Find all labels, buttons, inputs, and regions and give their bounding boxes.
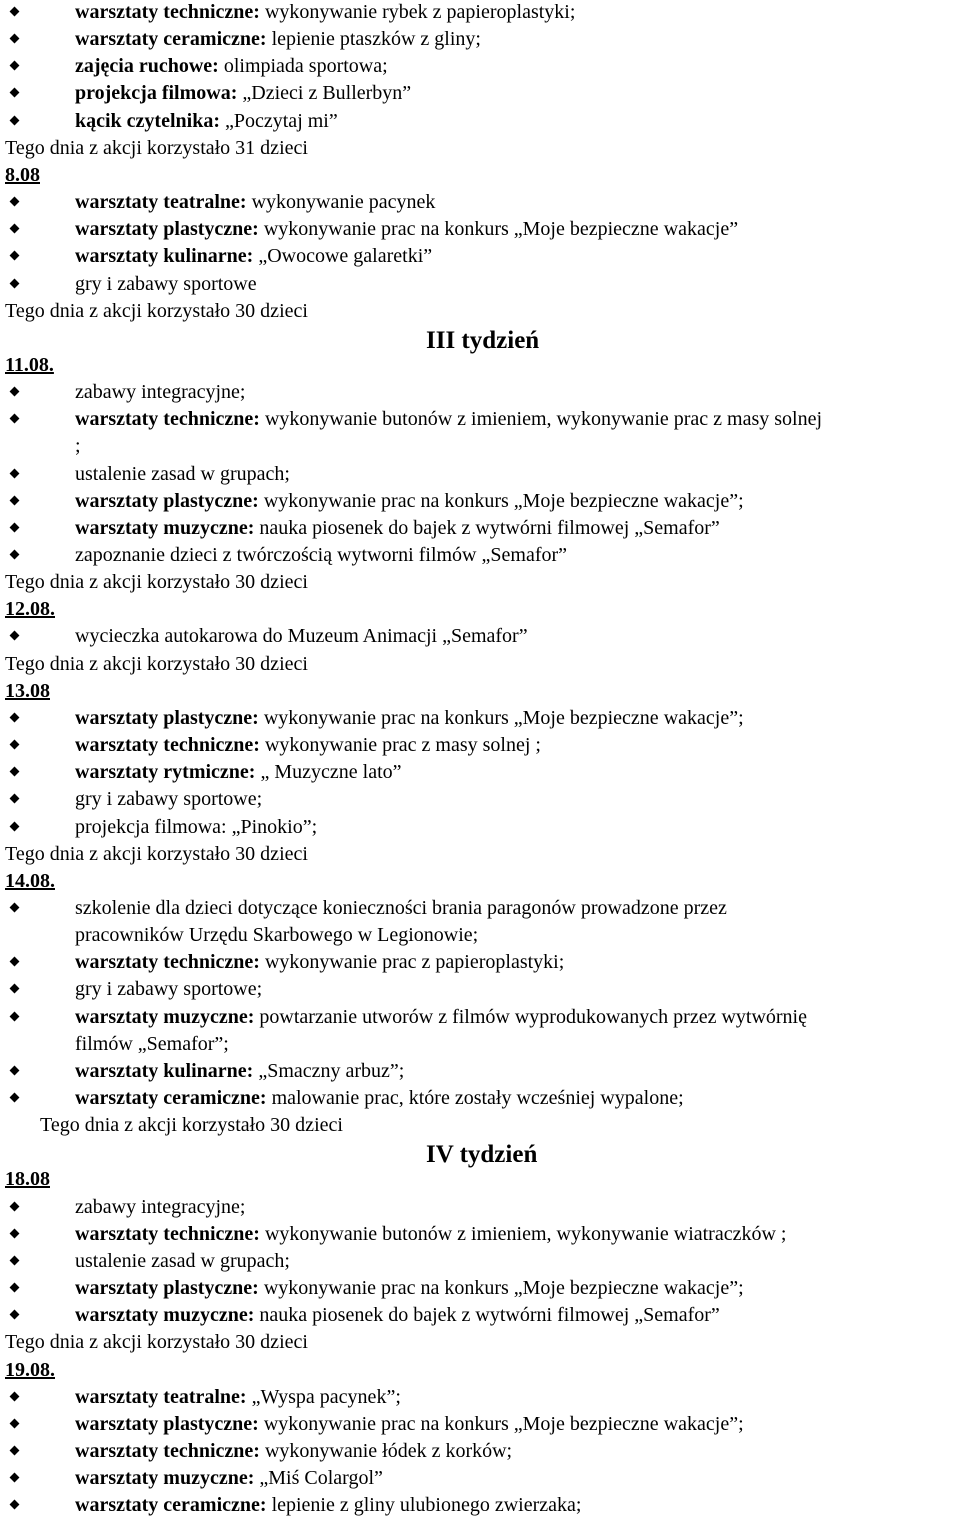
bullet-item bbox=[0, 732, 960, 759]
date-label: 13.08 bbox=[5, 679, 50, 702]
attendance-text: Tego dnia z akcji korzystało 30 dzieci bbox=[5, 299, 308, 322]
date-heading bbox=[0, 162, 960, 189]
item-category: warsztaty techniczne: bbox=[75, 951, 260, 974]
bullet-item bbox=[0, 1085, 960, 1112]
item-text bbox=[75, 949, 564, 976]
item-text bbox=[75, 1302, 720, 1329]
diamond-bullet-icon bbox=[8, 216, 22, 243]
week-label: IV tydzień bbox=[426, 1141, 538, 1169]
attendance-line bbox=[0, 298, 960, 325]
item-category: warsztaty plastyczne: bbox=[75, 1412, 259, 1435]
item-text bbox=[75, 406, 822, 433]
date-heading bbox=[0, 596, 960, 623]
item-text bbox=[75, 216, 738, 243]
attendance-line bbox=[0, 569, 960, 596]
item-category: warsztaty ceramiczne: bbox=[75, 1087, 267, 1109]
diamond-bullet-icon bbox=[8, 379, 22, 406]
attendance-line bbox=[0, 651, 960, 678]
item-text bbox=[75, 1248, 290, 1275]
date-heading bbox=[0, 678, 960, 705]
bullet-item bbox=[0, 216, 960, 243]
item-text bbox=[75, 786, 262, 813]
item-category: warsztaty techniczne: bbox=[75, 1439, 260, 1462]
bullet-item bbox=[0, 895, 960, 922]
bullet-item bbox=[0, 814, 960, 841]
item-description: lepienie ptaszków z gliny; bbox=[266, 28, 481, 51]
item-category: warsztaty kulinarne: bbox=[75, 245, 254, 268]
item-text bbox=[75, 1438, 512, 1465]
diamond-bullet-icon bbox=[8, 542, 22, 569]
item-category: warsztaty muzyczne: bbox=[75, 1304, 255, 1327]
diamond-bullet-icon bbox=[8, 1221, 22, 1248]
item-description: zabawy integracyjne; bbox=[75, 381, 246, 404]
bullet-item bbox=[0, 1492, 960, 1519]
diamond-bullet-icon bbox=[8, 976, 22, 1003]
date-label: 19.08. bbox=[5, 1358, 55, 1381]
diamond-bullet-icon bbox=[8, 53, 22, 80]
bullet-item bbox=[0, 406, 960, 433]
diamond-bullet-icon bbox=[8, 1411, 22, 1438]
item-description: „Miś Colargol” bbox=[254, 1467, 383, 1490]
diamond-bullet-icon bbox=[8, 515, 22, 542]
diamond-bullet-icon bbox=[8, 189, 22, 216]
bullet-item bbox=[0, 1302, 960, 1329]
date-heading bbox=[0, 1166, 960, 1193]
attendance-text: Tego dnia z akcji korzystało 30 dzieci bbox=[5, 1331, 308, 1354]
item-text bbox=[75, 271, 257, 298]
item-description: malowanie prac, które zostały wcześniej wypalone; bbox=[266, 1087, 684, 1109]
bullet-item bbox=[0, 488, 960, 515]
diamond-bullet-icon bbox=[8, 1004, 22, 1031]
item-text bbox=[75, 488, 744, 515]
attendance-text: Tego dnia z akcji korzystało 31 dzieci bbox=[5, 136, 308, 159]
item-category: warsztaty techniczne: bbox=[75, 734, 260, 757]
item-text bbox=[75, 814, 317, 841]
item-description: „Wyspa pacynek”; bbox=[246, 1385, 401, 1408]
bullet-item bbox=[0, 949, 960, 976]
week-label: III tydzień bbox=[426, 326, 540, 354]
item-text bbox=[75, 895, 727, 922]
item-text bbox=[75, 26, 481, 53]
item-description: wykonywanie butonów z imieniem, wykonywanie prac z masy solnej bbox=[259, 408, 823, 431]
item-description: ustalenie zasad w grupach; bbox=[75, 462, 290, 485]
bullet-item bbox=[0, 1058, 960, 1085]
item-continuation bbox=[0, 1031, 960, 1058]
item-description: „Owocowe galaretki” bbox=[253, 245, 433, 268]
bullet-item bbox=[0, 1411, 960, 1438]
attendance-text: Tego dnia z akcji korzystało 30 dzieci bbox=[5, 842, 308, 865]
bullet-item bbox=[0, 243, 960, 270]
item-description: „Smaczny arbuz”; bbox=[253, 1059, 405, 1082]
item-category: warsztaty plastyczne: bbox=[75, 1277, 259, 1300]
item-text bbox=[75, 1004, 807, 1031]
item-text bbox=[75, 976, 262, 1003]
diamond-bullet-icon bbox=[8, 461, 22, 488]
attendance-line bbox=[0, 135, 960, 162]
diamond-bullet-icon bbox=[8, 1248, 22, 1275]
bullet-item bbox=[0, 515, 960, 542]
item-description: nauka piosenek do bajek z wytwórni filmowej „Semafor” bbox=[254, 1304, 720, 1327]
bullet-item bbox=[0, 1275, 960, 1302]
bullet-item bbox=[0, 1004, 960, 1031]
bullet-item bbox=[0, 26, 960, 53]
date-heading bbox=[0, 352, 960, 379]
attendance-line bbox=[0, 841, 960, 868]
diamond-bullet-icon bbox=[8, 814, 22, 841]
diamond-bullet-icon bbox=[8, 1085, 22, 1112]
item-text bbox=[75, 1465, 383, 1492]
item-description: wykonywanie pacynek bbox=[246, 191, 436, 214]
continuation-text: ; bbox=[75, 435, 81, 458]
item-description: szkolenie dla dzieci dotyczące konieczności brania paragonów prowadzone przez bbox=[75, 896, 727, 919]
item-description: wykonywanie rybek z papieroplastyki; bbox=[259, 1, 576, 23]
item-text bbox=[75, 1085, 684, 1112]
item-description: wykonywanie prac z papieroplastyki; bbox=[259, 951, 565, 974]
attendance-text: Tego dnia z akcji korzystało 30 dzieci bbox=[5, 652, 308, 675]
diamond-bullet-icon bbox=[8, 949, 22, 976]
week-heading bbox=[0, 327, 960, 354]
date-label: 8.08 bbox=[5, 163, 40, 186]
diamond-bullet-icon bbox=[8, 895, 22, 922]
item-text bbox=[75, 515, 720, 542]
diamond-bullet-icon bbox=[8, 623, 22, 650]
item-category: warsztaty ceramiczne: bbox=[75, 28, 267, 51]
bullet-item bbox=[0, 623, 960, 650]
date-label: 18.08 bbox=[5, 1168, 50, 1191]
item-description: gry i zabawy sportowe; bbox=[75, 788, 263, 811]
item-category: warsztaty ceramiczne: bbox=[75, 1494, 267, 1517]
item-text bbox=[75, 461, 290, 488]
diamond-bullet-icon bbox=[8, 1194, 22, 1221]
item-description: „Poczytaj mi” bbox=[220, 109, 338, 132]
diamond-bullet-icon bbox=[8, 80, 22, 107]
bullet-item bbox=[0, 189, 960, 216]
attendance-text: Tego dnia z akcji korzystało 30 dzieci bbox=[5, 571, 308, 594]
continuation-text: filmów „Semafor”; bbox=[75, 1032, 229, 1055]
diamond-bullet-icon bbox=[8, 1275, 22, 1302]
item-description: gry i zabawy sportowe bbox=[75, 272, 257, 295]
diamond-bullet-icon bbox=[8, 1384, 22, 1411]
item-continuation bbox=[0, 433, 960, 460]
item-description: wykonywanie prac na konkurs „Moje bezpieczne wakacje”; bbox=[258, 706, 744, 729]
item-description: wykonywanie prac na konkurs „Moje bezpieczne wakacje”; bbox=[258, 1412, 744, 1435]
bullet-item bbox=[0, 1194, 960, 1221]
diamond-bullet-icon bbox=[8, 1492, 22, 1519]
week-heading bbox=[0, 1141, 960, 1168]
item-category: warsztaty techniczne: bbox=[75, 408, 260, 431]
item-text bbox=[75, 189, 435, 216]
item-text bbox=[75, 379, 245, 406]
bullet-item bbox=[0, 786, 960, 813]
continuation-text: pracowników Urzędu Skarbowego w Legionowie; bbox=[75, 924, 479, 947]
item-text bbox=[75, 53, 388, 80]
item-description: wycieczka autokarowa do Muzeum Animacji „Semafor” bbox=[75, 625, 528, 648]
date-heading bbox=[0, 868, 960, 895]
bullet-item bbox=[0, 108, 960, 135]
item-category: projekcja filmowa: bbox=[75, 82, 238, 105]
item-category: warsztaty plastyczne: bbox=[75, 218, 259, 241]
item-category: warsztaty muzyczne: bbox=[75, 1005, 255, 1028]
item-description: projekcja filmowa: „Pinokio”; bbox=[75, 815, 318, 838]
item-description: ustalenie zasad w grupach; bbox=[75, 1249, 290, 1272]
item-category: warsztaty muzyczne: bbox=[75, 516, 255, 539]
bullet-item bbox=[0, 759, 960, 786]
item-description: wykonywanie łódek z korków; bbox=[259, 1439, 513, 1462]
bullet-item bbox=[0, 53, 960, 80]
date-label: 11.08. bbox=[5, 353, 54, 376]
bullet-item bbox=[0, 542, 960, 569]
bullet-item bbox=[0, 1221, 960, 1248]
diamond-bullet-icon bbox=[8, 271, 22, 298]
item-description: nauka piosenek do bajek z wytwórni filmowej „Semafor” bbox=[254, 516, 720, 539]
item-category: warsztaty techniczne: bbox=[75, 1222, 260, 1245]
item-text bbox=[75, 1221, 786, 1248]
item-description: zapoznanie dzieci z twórczością wytworni filmów „Semafor” bbox=[75, 544, 568, 566]
item-category: warsztaty teatralne: bbox=[75, 191, 247, 214]
bullet-item bbox=[0, 705, 960, 732]
item-description: zabawy integracyjne; bbox=[75, 1195, 246, 1218]
bullet-item bbox=[0, 271, 960, 298]
attendance-line bbox=[0, 1112, 960, 1139]
item-text bbox=[75, 1384, 401, 1411]
item-category: warsztaty plastyczne: bbox=[75, 489, 259, 512]
diamond-bullet-icon bbox=[8, 1058, 22, 1085]
item-description: wykonywanie prac na konkurs „Moje bezpieczne wakacje”; bbox=[258, 1277, 744, 1300]
item-text bbox=[75, 1275, 744, 1302]
bullet-item bbox=[0, 976, 960, 1003]
date-label: 12.08. bbox=[5, 598, 55, 621]
item-text bbox=[75, 759, 402, 786]
bullet-item bbox=[0, 1465, 960, 1492]
diamond-bullet-icon bbox=[8, 488, 22, 515]
item-text bbox=[75, 243, 432, 270]
item-description: powtarzanie utworów z filmów wyprodukowanych przez wytwórnię bbox=[254, 1005, 807, 1028]
diamond-bullet-icon bbox=[8, 786, 22, 813]
item-text bbox=[75, 1058, 404, 1085]
date-heading bbox=[0, 1357, 960, 1384]
item-description: gry i zabawy sportowe; bbox=[75, 978, 263, 1001]
bullet-item bbox=[0, 1438, 960, 1465]
bullet-item bbox=[0, 1384, 960, 1411]
item-description: wykonywanie prac na konkurs „Moje bezpieczne wakacje” bbox=[258, 218, 739, 241]
attendance-line bbox=[0, 1329, 960, 1356]
diamond-bullet-icon bbox=[8, 1465, 22, 1492]
date-label: 14.08. bbox=[5, 869, 55, 892]
bullet-item bbox=[0, 379, 960, 406]
item-text bbox=[75, 732, 541, 759]
bullet-item bbox=[0, 1248, 960, 1275]
item-category: warsztaty kulinarne: bbox=[75, 1059, 254, 1082]
bullet-item bbox=[0, 80, 960, 107]
diamond-bullet-icon bbox=[8, 406, 22, 433]
item-description: wykonywanie prac z masy solnej ; bbox=[259, 734, 541, 757]
item-category: warsztaty muzyczne: bbox=[75, 1467, 255, 1490]
item-continuation bbox=[0, 922, 960, 949]
diamond-bullet-icon bbox=[8, 705, 22, 732]
item-text bbox=[75, 1194, 245, 1221]
diamond-bullet-icon bbox=[8, 243, 22, 270]
item-text bbox=[75, 108, 338, 135]
item-description: „ Muzyczne lato” bbox=[255, 761, 402, 784]
diamond-bullet-icon bbox=[8, 1438, 22, 1465]
diamond-bullet-icon bbox=[8, 108, 22, 135]
item-category: warsztaty teatralne: bbox=[75, 1385, 247, 1408]
item-category: kącik czytelnika: bbox=[75, 109, 220, 132]
item-text bbox=[75, 1411, 744, 1438]
item-text bbox=[75, 0, 575, 26]
item-text bbox=[75, 542, 567, 569]
item-text bbox=[75, 80, 411, 107]
item-description: olimpiada sportowa; bbox=[218, 55, 388, 78]
item-text bbox=[75, 1492, 581, 1519]
item-description: lepienie z gliny ulubionego zwierzaka; bbox=[266, 1494, 582, 1517]
item-category: warsztaty rytmiczne: bbox=[75, 761, 256, 784]
diamond-bullet-icon bbox=[8, 732, 22, 759]
bullet-item bbox=[0, 0, 960, 26]
item-category: zajęcia ruchowe: bbox=[75, 55, 219, 78]
diamond-bullet-icon bbox=[8, 0, 22, 26]
attendance-text: Tego dnia z akcji korzystało 30 dzieci bbox=[40, 1114, 343, 1137]
item-category: warsztaty techniczne: bbox=[75, 1, 260, 23]
item-text bbox=[75, 705, 744, 732]
diamond-bullet-icon bbox=[8, 759, 22, 786]
diamond-bullet-icon bbox=[8, 1302, 22, 1329]
item-category: warsztaty plastyczne: bbox=[75, 706, 259, 729]
diamond-bullet-icon bbox=[8, 26, 22, 53]
item-text bbox=[75, 623, 528, 650]
item-description: „Dzieci z Bullerbyn” bbox=[237, 82, 412, 105]
bullet-item bbox=[0, 461, 960, 488]
item-description: wykonywanie prac na konkurs „Moje bezpieczne wakacje”; bbox=[258, 489, 744, 512]
item-description: wykonywanie butonów z imieniem, wykonywanie wiatraczków ; bbox=[259, 1222, 787, 1245]
